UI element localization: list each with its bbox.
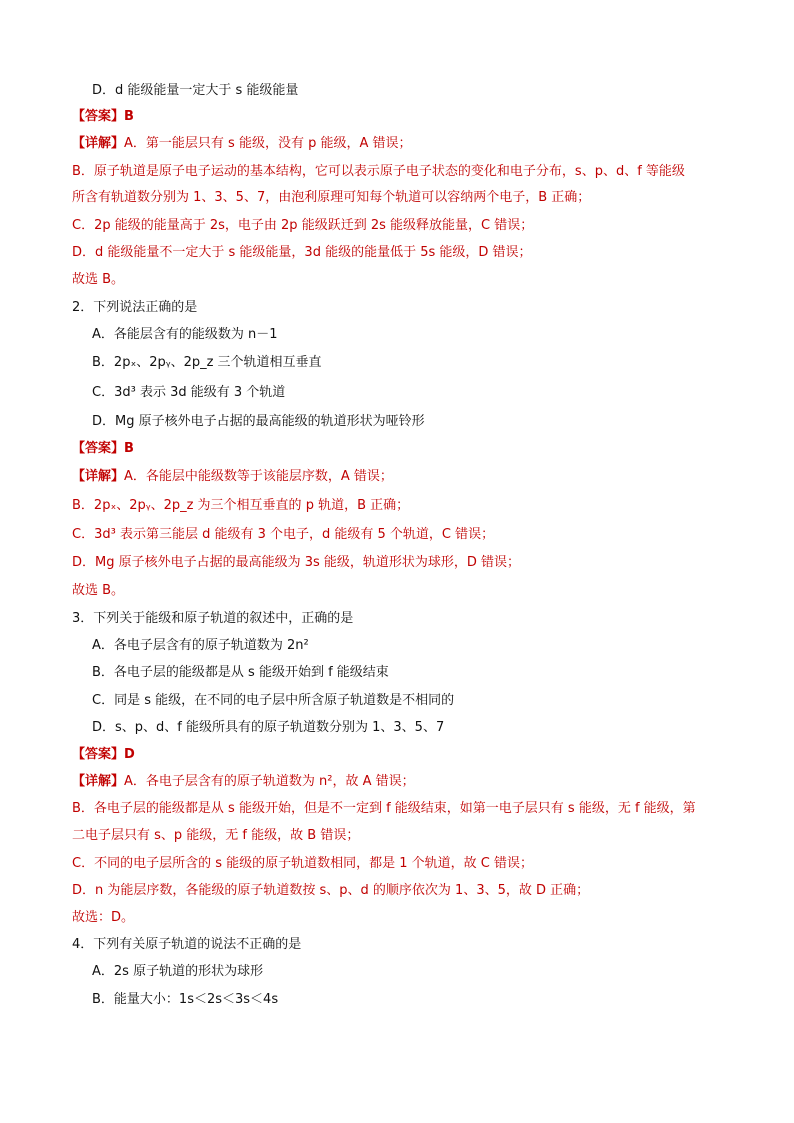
explanation-line: C．3d³ 表示第三能层 d 能级有 3 个电子，d 能级有 5 个轨道，C 错误；	[72, 527, 495, 542]
answer-tag: 【答案】	[72, 109, 125, 124]
explanation-line	[72, 773, 732, 791]
explanation-tag: 【详解】	[72, 469, 125, 484]
explanation-line: D．n 为能层序数，各能级的原子轨道数按 s、p、d 的顺序依次为 1、3、5，故 D 正确；	[72, 883, 590, 898]
conclusion-line: 故选：D。	[72, 910, 135, 925]
option-d-q3: D．s、p、d、f 能级所具有的原子轨道数分别为 1、3、5、7	[92, 720, 445, 735]
option-b-q4: B．能量大小：1s＜2s＜3s＜4s	[92, 992, 279, 1007]
answer-line-q3	[72, 746, 732, 764]
question-3-stem: 3．下列关于能级和原子轨道的叙述中，正确的是	[72, 611, 354, 626]
answer-line-q2	[72, 440, 732, 458]
option-c-q3: C．同是 s 能级，在不同的电子层中所含原子轨道数是不相同的	[92, 693, 455, 708]
answer-value: D	[124, 747, 135, 762]
explanation-line: B．各电子层的能级都是从 s 能级开始，但是不一定到 f 能级结束，如第一电子层只有 s 能级，无 f 能级，第	[72, 801, 696, 816]
explanation-text: A．第一能层只有 s 能级，没有 p 能级，A 错误；	[124, 136, 412, 151]
answer-value: B	[124, 109, 134, 124]
explanation-tag: 【详解】	[72, 136, 125, 151]
option-a-q4: A．2s 原子轨道的形状为球形	[92, 964, 264, 979]
answer-value: B	[124, 441, 134, 456]
explanation-line	[72, 135, 732, 153]
option-c-q2: C．3d³ 表示 3d 能级有 3 个轨道	[92, 385, 286, 400]
explanation-line: B．2pₓ、2pᵧ、2p_z 为三个相互垂直的 p 轨道，B 正确；	[72, 498, 410, 513]
answer-line-q1	[72, 108, 732, 126]
option-b-q3: B．各电子层的能级都是从 s 能级开始到 f 能级结束	[92, 665, 389, 680]
explanation-line: C．2p 能级的能量高于 2s，电子由 2p 能级跃迁到 2s 能级释放能量，C 错误；	[72, 218, 534, 233]
explanation-line	[72, 468, 732, 486]
question-2-stem: 2．下列说法正确的是	[72, 300, 198, 315]
answer-tag: 【答案】	[72, 441, 125, 456]
explanation-line: 二电子层只有 s、p 能级，无 f 能级，故 B 错误；	[72, 828, 360, 843]
question-4-stem: 4．下列有关原子轨道的说法不正确的是	[72, 937, 302, 952]
explanation-line: D．d 能级能量不一定大于 s 能级能量，3d 能级的能量低于 5s 能级，D 错误；	[72, 245, 532, 260]
option-d-q1: D．d 能级能量一定大于 s 能级能量	[92, 83, 299, 98]
conclusion-line: 故选 B。	[72, 272, 125, 287]
explanation-line: 所含有轨道数分别为 1、3、5、7，由泡利原理可知每个轨道可以容纳两个电子，B 正确；	[72, 190, 591, 205]
option-b-q2: B．2pₓ、2pᵧ、2p_z 三个轨道相互垂直	[92, 355, 322, 370]
explanation-line: C．不同的电子层所含的 s 能级的原子轨道数相同，都是 1 个轨道，故 C 错误；	[72, 856, 533, 871]
option-a-q2: A．各能层含有的能级数为 n－1	[92, 327, 278, 342]
conclusion-line: 故选 B。	[72, 583, 125, 598]
explanation-text: A．各能层中能级数等于该能层序数，A 错误；	[124, 469, 393, 484]
explanation-line: D．Mg 原子核外电子占据的最高能级为 3s 能级，轨道形状为球形，D 错误；	[72, 555, 521, 570]
option-d-q2: D．Mg 原子核外电子占据的最高能级的轨道形状为哑铃形	[92, 414, 425, 429]
option-a-q3: A．各电子层含有的原子轨道数为 2n²	[92, 638, 309, 653]
explanation-text: A．各电子层含有的原子轨道数为 n²，故 A 错误；	[124, 774, 415, 789]
explanation-line: B．原子轨道是原子电子运动的基本结构，它可以表示原子电子状态的变化和电子分布，s、p、d、f 等能级	[72, 164, 685, 179]
answer-tag: 【答案】	[72, 747, 125, 762]
explanation-tag: 【详解】	[72, 774, 125, 789]
